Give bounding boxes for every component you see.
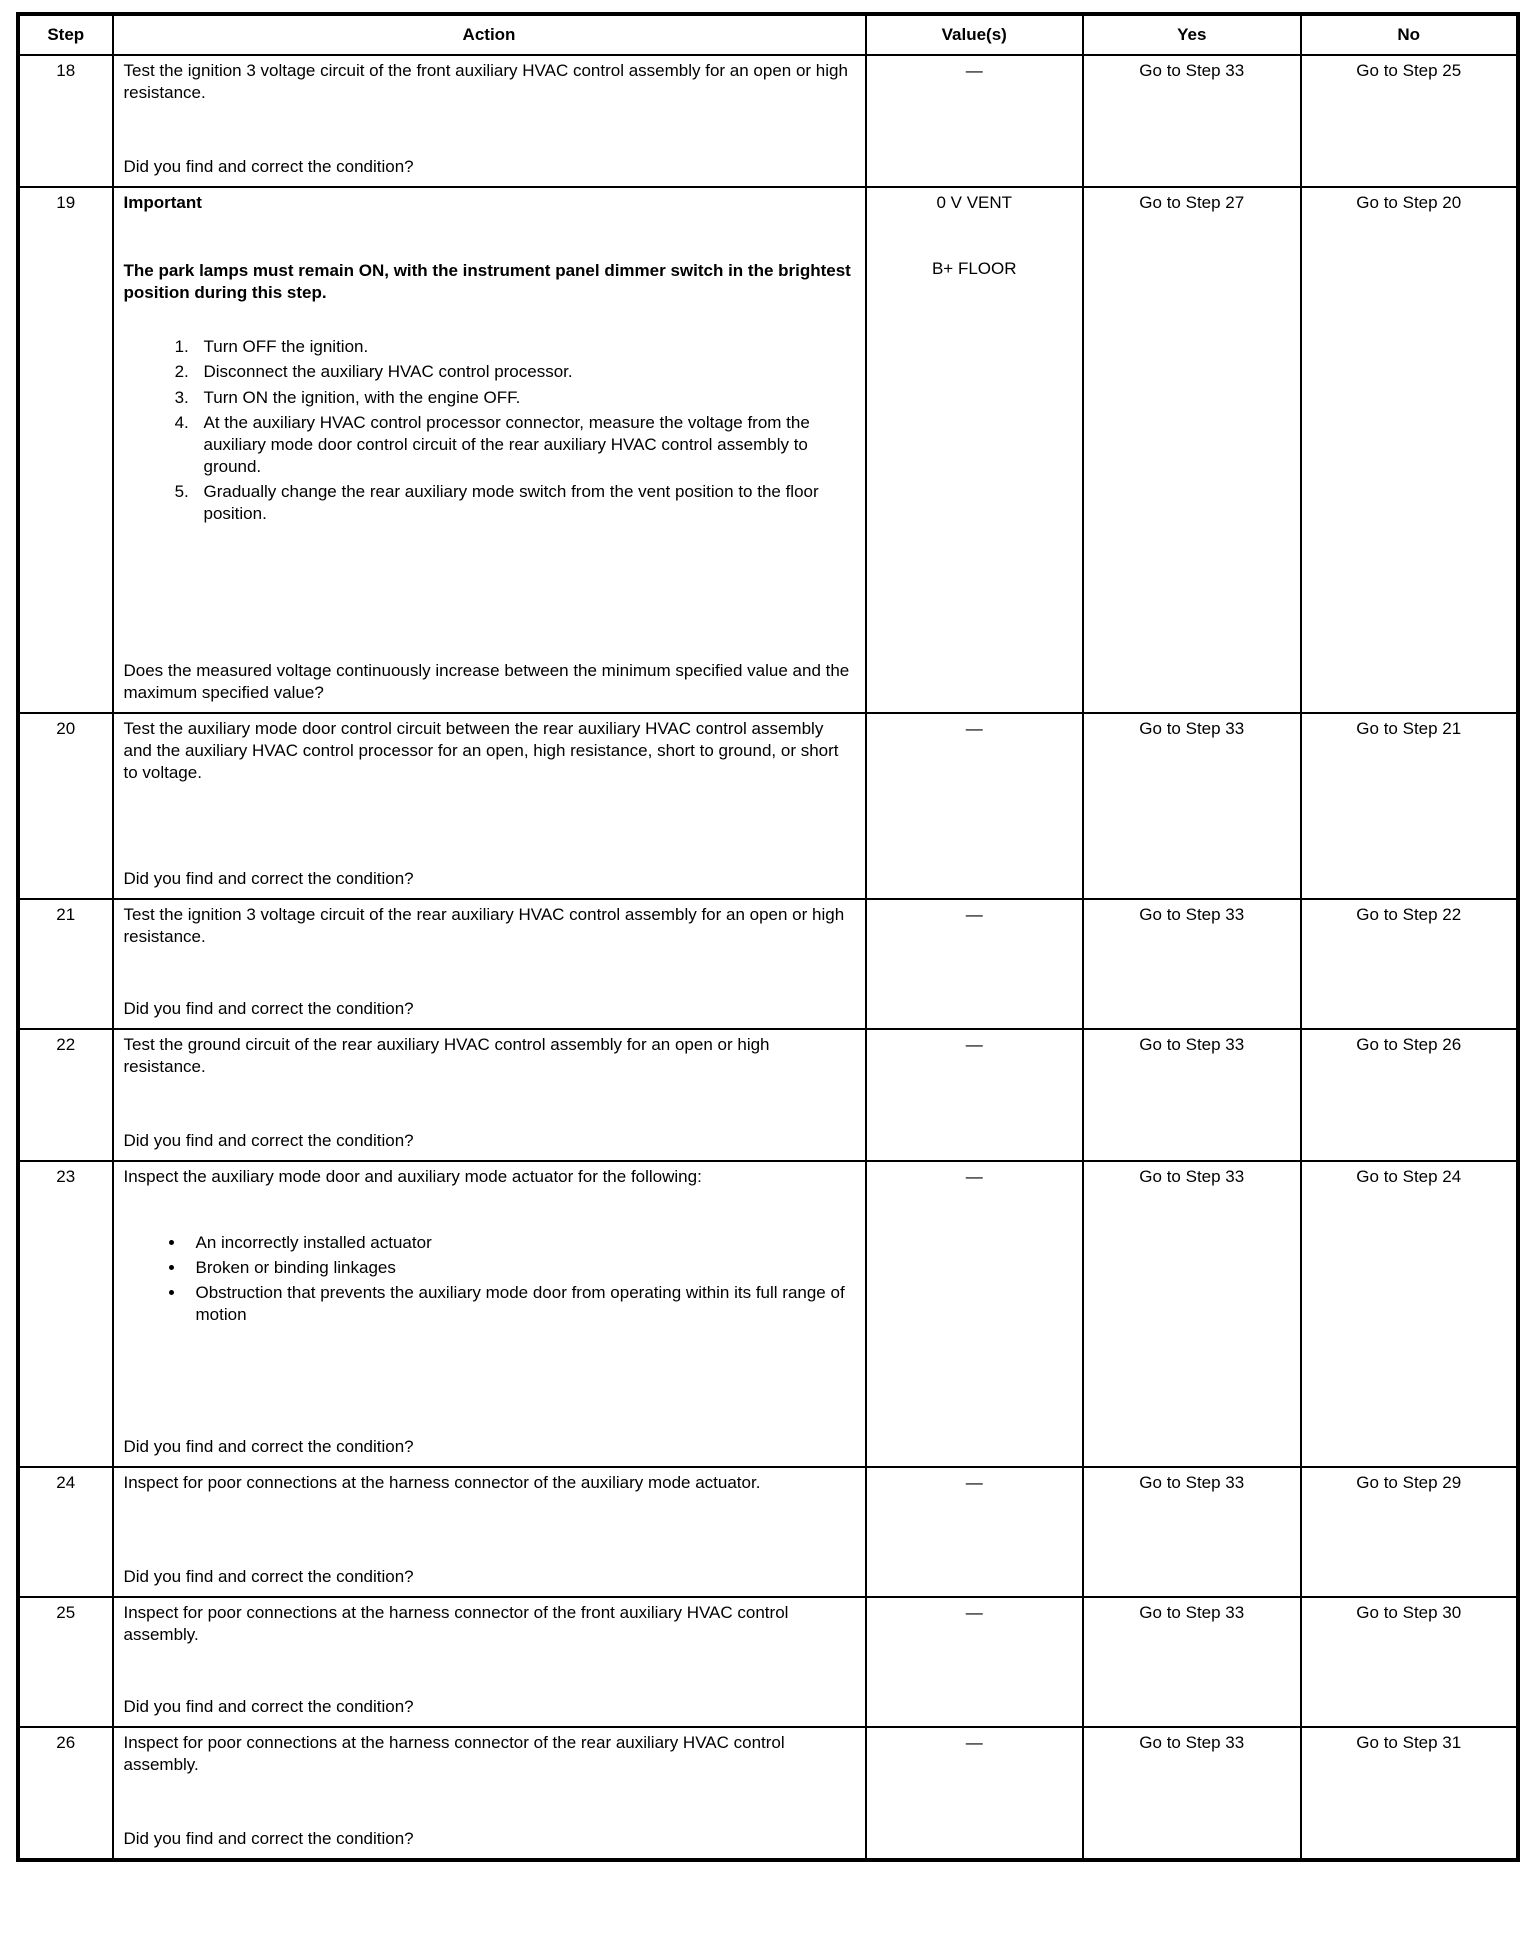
header-no: No	[1301, 14, 1519, 55]
table-body	[18, 55, 1518, 1860]
step-cell: 20	[18, 713, 113, 899]
values-cell	[866, 187, 1084, 713]
action-question: Does the measured voltage continuously increase between the minimum specified value and the maximum specified value?	[123, 660, 850, 702]
table-row	[18, 713, 1518, 899]
action-list-item: • Broken or binding linkages	[186, 1257, 855, 1279]
diagnostic-table	[16, 12, 1520, 1862]
step-cell: 22	[18, 1029, 113, 1161]
action-text: Inspect for poor connections at the harness connector of the rear auxiliary HVAC control assembly.	[123, 1733, 785, 1775]
action-content	[124, 718, 855, 890]
yes-cell: Go to Step 33	[1083, 1467, 1301, 1597]
action-list-item: • An incorrectly installed actuator	[186, 1232, 855, 1254]
action-question: Did you find and correct the condition?	[123, 1131, 414, 1150]
action-text: Test the ground circuit of the rear auxiliary HVAC control assembly for an open or high resistance.	[123, 1035, 770, 1077]
table-row	[18, 1029, 1518, 1161]
yes-cell: Go to Step 33	[1083, 1597, 1301, 1727]
action-question: Did you find and correct the condition?	[123, 1567, 414, 1586]
action-list-item: 2. Disconnect the auxiliary HVAC control processor.	[194, 361, 855, 383]
yes-cell: Go to Step 33	[1083, 55, 1301, 187]
value-text: —	[965, 1603, 983, 1623]
action-cell	[113, 187, 866, 713]
action-cell	[113, 55, 866, 187]
no-cell: Go to Step 30	[1301, 1597, 1519, 1727]
yes-cell: Go to Step 33	[1083, 1727, 1301, 1860]
action-bullet-list	[124, 1232, 855, 1329]
action-cell	[113, 713, 866, 899]
action-text: Test the auxiliary mode door control circuit between the rear auxiliary HVAC control assembly and the auxiliary HVAC control processor for an open, high resistance, short to ground, or short to voltage.	[123, 719, 839, 783]
no-cell: Go to Step 20	[1301, 187, 1519, 713]
step-cell: 25	[18, 1597, 113, 1727]
values-cell	[866, 1161, 1084, 1467]
step-cell: 26	[18, 1727, 113, 1860]
header-values: Value(s)	[866, 14, 1084, 55]
header-row	[18, 14, 1518, 55]
action-cell	[113, 1161, 866, 1467]
header-yes: Yes	[1083, 14, 1301, 55]
action-list-item: 1. Turn OFF the ignition.	[194, 336, 855, 358]
yes-cell: Go to Step 33	[1083, 899, 1301, 1029]
value-text: —	[965, 1035, 983, 1055]
value-text: —	[965, 1733, 983, 1753]
no-cell: Go to Step 25	[1301, 55, 1519, 187]
values-cell	[866, 1597, 1084, 1727]
action-content	[124, 192, 855, 704]
yes-cell: Go to Step 33	[1083, 1161, 1301, 1467]
value-text: —	[965, 905, 983, 925]
values-cell	[866, 1029, 1084, 1161]
values-cell	[866, 1467, 1084, 1597]
step-cell: 19	[18, 187, 113, 713]
action-text: Important	[123, 193, 202, 213]
action-content	[124, 904, 855, 1020]
no-cell: Go to Step 31	[1301, 1727, 1519, 1860]
action-question: Did you find and correct the condition?	[123, 1697, 414, 1716]
value-text: —	[965, 719, 983, 739]
action-question: Did you find and correct the condition?	[123, 1829, 414, 1848]
step-cell: 24	[18, 1467, 113, 1597]
step-cell: 21	[18, 899, 113, 1029]
action-content	[124, 1034, 855, 1152]
action-content	[124, 60, 855, 178]
action-content	[124, 1166, 855, 1458]
yes-cell: Go to Step 33	[1083, 713, 1301, 899]
step-cell: 18	[18, 55, 113, 187]
values-cell	[866, 55, 1084, 187]
value-text: —	[965, 1167, 983, 1187]
yes-cell: Go to Step 33	[1083, 1029, 1301, 1161]
action-text: Inspect for poor connections at the harness connector of the front auxiliary HVAC control assembly.	[123, 1603, 789, 1645]
table-row	[18, 1467, 1518, 1597]
value-text: —	[965, 61, 983, 81]
action-list-item: • Obstruction that prevents the auxiliary mode door from operating within its full range of motion	[186, 1282, 855, 1326]
value-text: —	[965, 1473, 983, 1493]
value-text: 0 V VENT	[936, 193, 1013, 213]
value-text: B+ FLOOR	[931, 259, 1017, 279]
action-question: Did you find and correct the condition?	[123, 999, 414, 1018]
action-question: Did you find and correct the condition?	[123, 1437, 414, 1456]
table-row	[18, 899, 1518, 1029]
no-cell: Go to Step 21	[1301, 713, 1519, 899]
action-numbered-list	[124, 336, 855, 528]
table-row	[18, 1597, 1518, 1727]
action-content	[124, 1602, 855, 1718]
action-cell	[113, 1727, 866, 1860]
no-cell: Go to Step 26	[1301, 1029, 1519, 1161]
values-cell	[866, 1727, 1084, 1860]
action-list-item: 3. Turn ON the ignition, with the engine OFF.	[194, 387, 855, 409]
table-header	[18, 14, 1518, 55]
table-row	[18, 1727, 1518, 1860]
action-cell	[113, 1029, 866, 1161]
action-cell	[113, 899, 866, 1029]
no-cell: Go to Step 29	[1301, 1467, 1519, 1597]
action-content	[124, 1472, 855, 1588]
header-step: Step	[18, 14, 113, 55]
action-cell	[113, 1467, 866, 1597]
table-row	[18, 55, 1518, 187]
action-question: Did you find and correct the condition?	[123, 869, 414, 888]
action-cell	[113, 1597, 866, 1727]
action-text: Inspect the auxiliary mode door and auxiliary mode actuator for the following:	[123, 1167, 702, 1187]
no-cell: Go to Step 22	[1301, 899, 1519, 1029]
step-cell: 23	[18, 1161, 113, 1467]
action-content	[124, 1732, 855, 1850]
action-text: The park lamps must remain ON, with the instrument panel dimmer switch in the brightest position during this step.	[123, 261, 851, 303]
no-cell: Go to Step 24	[1301, 1161, 1519, 1467]
values-cell	[866, 899, 1084, 1029]
action-text: Inspect for poor connections at the harness connector of the auxiliary mode actuator.	[123, 1473, 761, 1493]
action-question: Did you find and correct the condition?	[123, 157, 414, 176]
action-list-item: 4. At the auxiliary HVAC control processor connector, measure the voltage from the auxiliary mode door control circuit of the rear auxiliary HVAC control assembly to ground.	[194, 412, 855, 478]
action-text: Test the ignition 3 voltage circuit of the front auxiliary HVAC control assembly for an open or high resistance.	[123, 61, 848, 103]
action-text: Test the ignition 3 voltage circuit of the rear auxiliary HVAC control assembly for an open or high resistance.	[123, 905, 845, 947]
table-row	[18, 187, 1518, 713]
values-cell	[866, 713, 1084, 899]
header-action: Action	[113, 14, 866, 55]
action-list-item: 5. Gradually change the rear auxiliary mode switch from the vent position to the floor position.	[194, 481, 855, 525]
table-row	[18, 1161, 1518, 1467]
yes-cell: Go to Step 27	[1083, 187, 1301, 713]
